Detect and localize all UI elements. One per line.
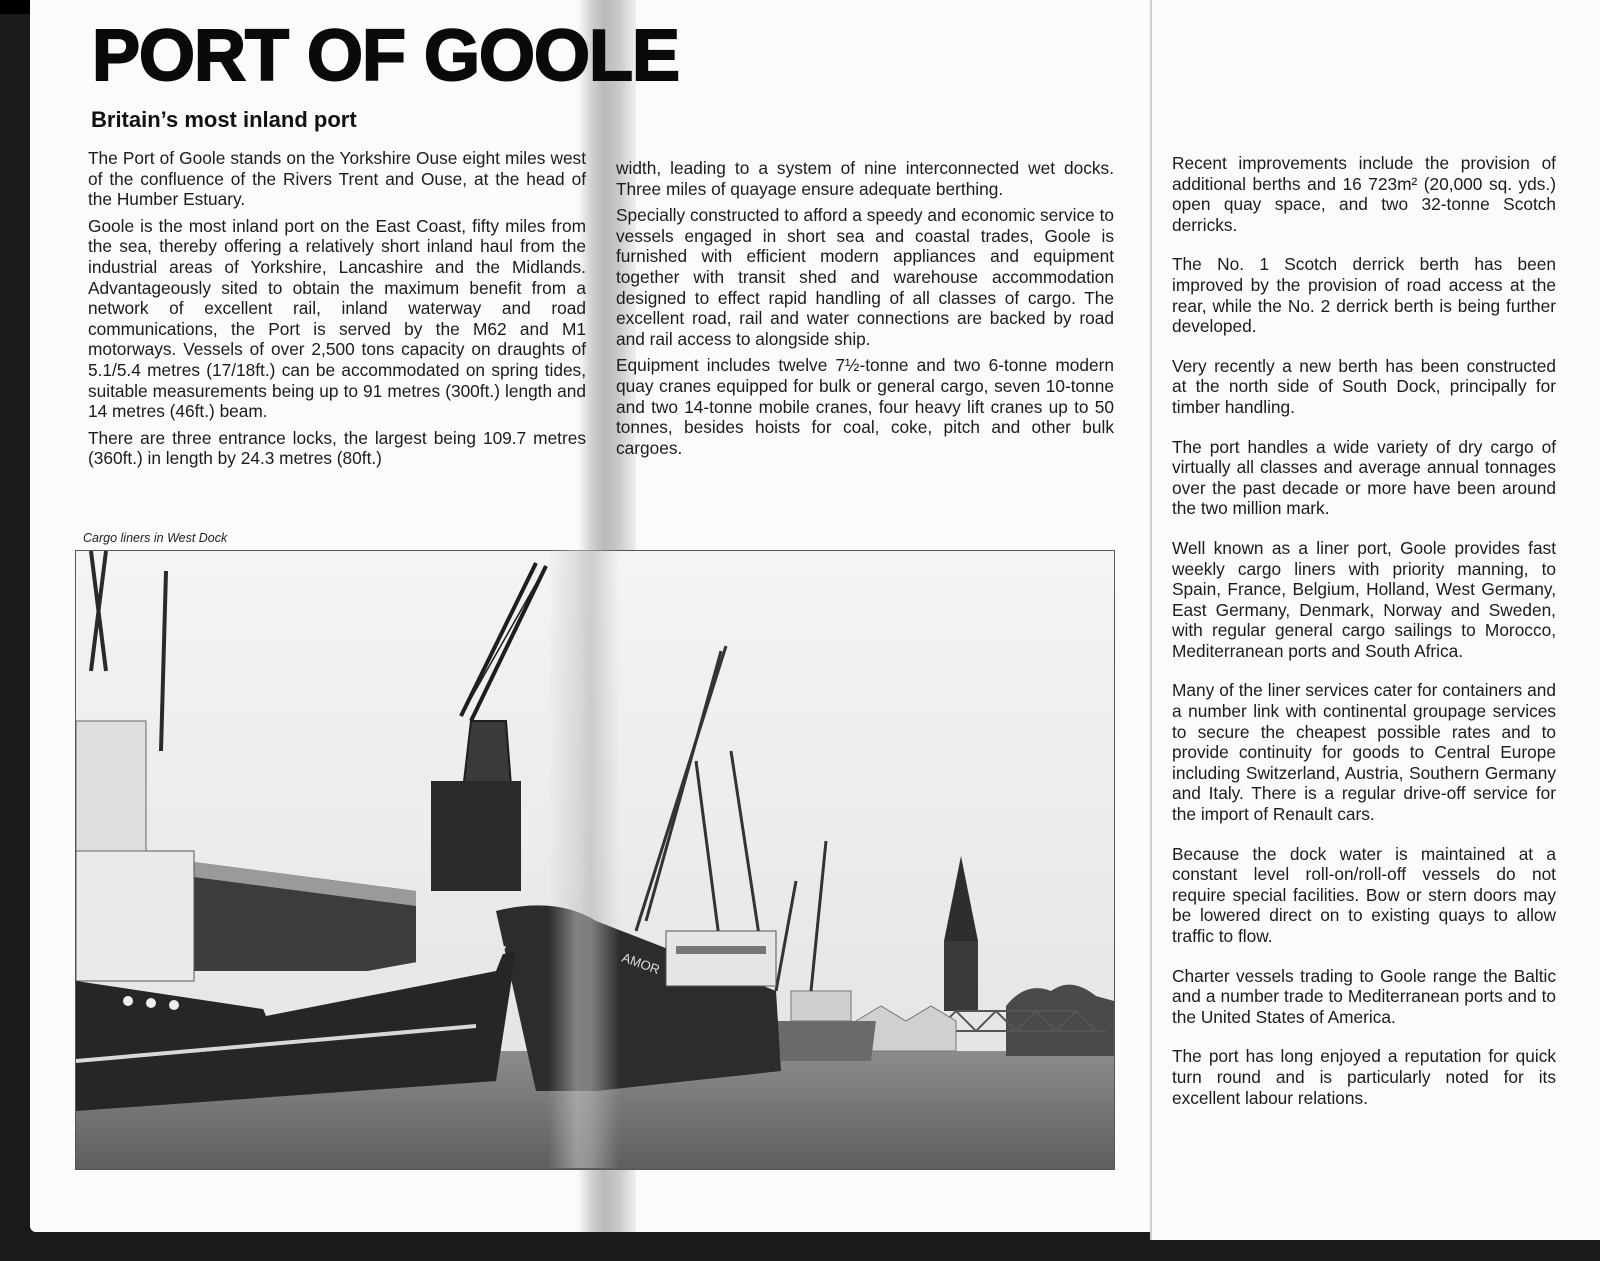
- paragraph: The Port of Goole stands on the Yorkshire Ouse eight miles west of the confluence of the Rivers Trent and Ouse, at the head of the Humber Estuary.: [88, 148, 586, 210]
- text-column-2: [616, 158, 1114, 464]
- paragraph: Many of the liner services cater for containers and a number link with continental groupage services to secure the cheapest possible rates and to provide continuity for goods to Central Europe including Switzerland, Austria, Southern Germany and Italy. There is a regular drive-off service for the import of Renault cars.: [1172, 680, 1556, 825]
- paragraph: The No. 1 Scotch derrick berth has been improved by the provision of road access at the rear, while the No. 2 derrick berth is being further developed.: [1172, 254, 1556, 337]
- paragraph: Recent improvements include the provision of additional berths and 16 723m² (20,000 sq. yds.) open quay space, and two 32-tonne Scotch derricks.: [1172, 153, 1556, 235]
- paragraph: Goole is the most inland port on the East Coast, fifty miles from the sea, thereby offering a relatively short inland haul from the industrial areas of Yorkshire, Lancashire and the Midlands. Advantageously sited to obtain the maximum benefit from a network of excellent rail, inland waterway and road communications, the Port is served by the M62 and M1 motorways. Vessels of over 2,500 tons capacity on draughts of 5.1/5.4 metres (17/18ft.) can be accommodated on spring tides, suitable measurements being up to 91 metres (300ft.) length and 14 metres (46ft.) beam.: [88, 215, 586, 422]
- paragraph: Well known as a liner port, Goole provides fast weekly cargo liners with priority manning, to Spain, France, Belgium, Holland, West Germany, East Germany, Denmark, Norway and Sweden, with regular general cargo sailings to Morocco, Mediterranean ports and South Africa.: [1172, 537, 1556, 661]
- paragraph: The port handles a wide variety of dry cargo of virtually all classes and average annual tonnages over the past decade or more have been around the two million mark.: [1172, 436, 1556, 519]
- photo-caption: Cargo liners in West Dock: [83, 531, 228, 545]
- paragraph: width, leading to a system of nine interconnected wet docks. Three miles of quayage ensure adequate berthing.: [616, 158, 1114, 199]
- page-title: PORT OF GOOLE: [92, 16, 680, 96]
- paragraph: Very recently a new berth has been constructed at the north side of South Dock, principally for timber handling.: [1172, 355, 1556, 417]
- text-column-3: [1172, 153, 1556, 1127]
- paragraph: Charter vessels trading to Goole range the Baltic and a number trade to Mediterranean ports and to the United States of America.: [1172, 965, 1556, 1027]
- paragraph: Specially constructed to afford a speedy and economic service to vessels engaged in short sea and coastal trades, Goole is furnished with efficient modern appliances and equipment together with transit shed and warehouse accommodation designed to effect rapid handling of all classes of cargo. The excellent road, rail and water connections are backed by road and rail access to alongside ship.: [616, 205, 1114, 349]
- paragraph: Equipment includes twelve 7½-tonne and two 6-tonne modern quay cranes equipped for bulk or general cargo, seven 10-tonne and two 14-tonne mobile cranes, four heavy lift cranes up to 50 tonnes, besides hoists for coal, coke, pitch and other bulk cargoes.: [616, 355, 1114, 458]
- page-gutter-shadow: [548, 550, 620, 1168]
- paragraph: The port has long enjoyed a reputation for quick turn round and is particularly noted for its excellent labour relations.: [1172, 1046, 1556, 1108]
- text-column-1: [88, 148, 586, 475]
- paragraph: There are three entrance locks, the largest being 109.7 metres (360ft.) in length by 24.3 metres (80ft.): [88, 427, 586, 469]
- ship-name-label: AMOR: [619, 949, 662, 978]
- paragraph: Because the dock water is maintained at a constant level roll-on/roll-off vessels do not require special facilities. Bow or stern doors may be lowered direct on to existing quays to allow traffic to flow.: [1172, 843, 1556, 946]
- page-subtitle: Britain’s most inland port: [91, 107, 357, 132]
